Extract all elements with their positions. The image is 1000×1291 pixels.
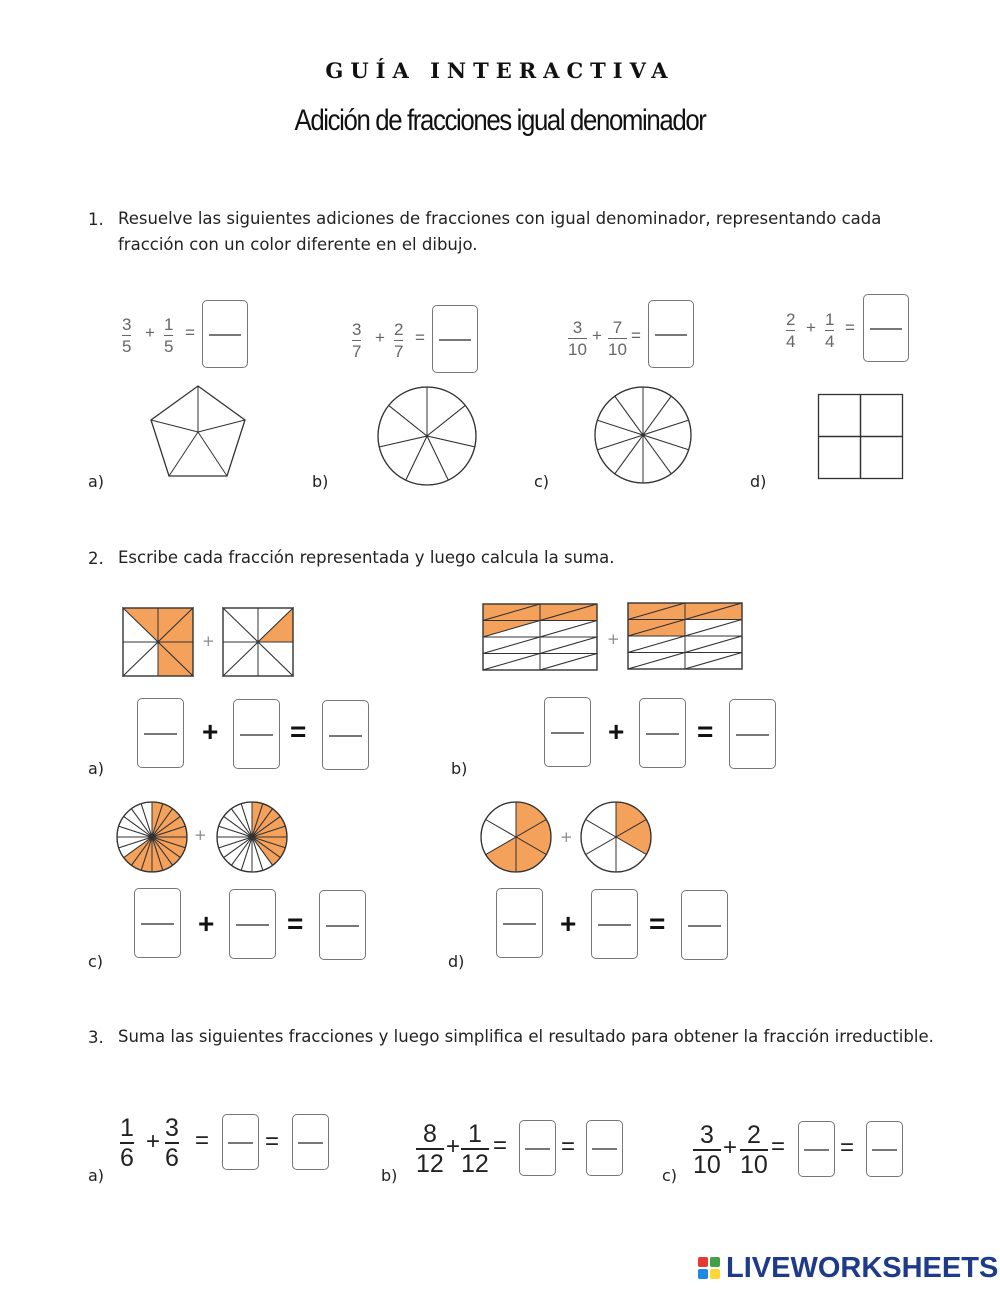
q3a-answer-box-2[interactable] xyxy=(292,1114,329,1170)
q2c-shape-plus: + xyxy=(194,826,207,844)
q2d-equals: = xyxy=(649,908,666,939)
q2c-right-circle xyxy=(216,801,288,873)
q3b-fraction-2: 1 12 xyxy=(461,1120,489,1178)
q3c-fraction-1: 3 10 xyxy=(693,1121,721,1179)
q3b-plus: + xyxy=(446,1133,461,1160)
q2b-label: b) xyxy=(451,759,468,778)
liveworksheets-logo-icon xyxy=(698,1257,720,1279)
question-2-text: Escribe cada fracción representada y luego calcula la suma. xyxy=(118,548,615,567)
q2d-shape-plus: + xyxy=(560,828,573,846)
q2a-answer-box-3[interactable] xyxy=(322,700,369,770)
q3c-label: c) xyxy=(662,1166,678,1185)
q1b-plus: + xyxy=(375,328,385,347)
q3c-answer-box-1[interactable] xyxy=(798,1121,835,1177)
q3b-label: b) xyxy=(381,1166,398,1185)
q1d-fraction-2: 1 4 xyxy=(825,310,835,351)
q2a-answer-box-2[interactable] xyxy=(233,699,280,769)
q2d-left-circle xyxy=(480,801,552,873)
q1a-equals: = xyxy=(185,323,195,342)
q2c-answer-box-3[interactable] xyxy=(319,890,366,960)
q2a-left-square xyxy=(122,607,194,677)
q3c-plus: + xyxy=(723,1134,738,1161)
q3a-equals: = xyxy=(195,1127,210,1154)
q3a-answer-box-1[interactable] xyxy=(222,1114,259,1170)
q3a-label: a) xyxy=(88,1166,105,1185)
q2b-left-grid xyxy=(482,603,598,671)
liveworksheets-brand[interactable]: LIVEWORKSHEETS xyxy=(726,1252,999,1284)
q1c-label: c) xyxy=(534,472,550,491)
q3c-equals: = xyxy=(771,1133,786,1160)
q2d-right-circle xyxy=(580,801,652,873)
guide-title: GUÍA INTERACTIVA xyxy=(325,58,675,83)
q3b-equals-2: = xyxy=(561,1133,576,1160)
question-3-number: 3. xyxy=(88,1028,104,1047)
q2a-plus: + xyxy=(202,716,219,747)
q1b-equals: = xyxy=(415,328,425,347)
q3a-fraction-2: 3 6 xyxy=(165,1114,179,1172)
q2d-answer-box-2[interactable] xyxy=(591,889,638,959)
q1c-circle-shape[interactable] xyxy=(594,386,692,484)
q3b-answer-box-1[interactable] xyxy=(519,1120,556,1176)
q2c-plus: + xyxy=(198,908,215,939)
q1a-fraction-1: 3 5 xyxy=(122,315,132,356)
q1d-equals: = xyxy=(845,318,855,337)
q1c-answer-box[interactable] xyxy=(648,300,694,368)
q2a-label: a) xyxy=(88,759,105,778)
q2b-answer-box-3[interactable] xyxy=(729,699,776,769)
q2a-right-square xyxy=(222,607,294,677)
q3b-answer-box-2[interactable] xyxy=(586,1120,623,1176)
q1d-plus: + xyxy=(806,318,816,337)
q1d-fraction-1: 2 4 xyxy=(786,310,796,351)
q2b-right-grid xyxy=(627,602,743,670)
q3a-equals-2: = xyxy=(265,1128,280,1155)
question-2-number: 2. xyxy=(88,549,104,568)
q1b-fraction-2: 2 7 xyxy=(394,320,404,361)
q1c-plus: + xyxy=(592,326,602,345)
q1b-fraction-1: 3 7 xyxy=(352,320,362,361)
q2c-answer-box-2[interactable] xyxy=(229,889,276,959)
q1c-equals: = xyxy=(631,326,641,345)
q1d-square-shape[interactable] xyxy=(818,394,903,479)
q2b-answer-box-1[interactable] xyxy=(544,697,591,767)
q3a-plus: + xyxy=(146,1128,161,1155)
q2b-answer-box-2[interactable] xyxy=(639,698,686,768)
q3b-fraction-1: 8 12 xyxy=(416,1120,444,1178)
q2a-answer-box-1[interactable] xyxy=(137,698,184,768)
q1a-answer-box[interactable] xyxy=(202,300,248,368)
q2b-equals: = xyxy=(697,716,714,747)
q3c-equals-2: = xyxy=(840,1134,855,1161)
q1a-fraction-2: 1 5 xyxy=(164,315,174,356)
q2b-plus: + xyxy=(608,716,625,747)
question-3-text: Suma las siguientes fracciones y luego simplifica el resultado para obtener la fracción irreductible. xyxy=(118,1027,934,1046)
q2a-equals: = xyxy=(290,716,307,747)
question-1-text: Resuelve las siguientes adiciones de fracciones con igual denominador, representando cada fracción con un color diferente en el dibujo. xyxy=(118,209,882,254)
q3c-fraction-2: 2 10 xyxy=(740,1121,768,1179)
q2c-equals: = xyxy=(287,908,304,939)
q2d-answer-box-3[interactable] xyxy=(681,890,728,960)
q1d-label: d) xyxy=(750,472,767,491)
q1b-answer-box[interactable] xyxy=(432,305,478,373)
q2a-shape-plus: + xyxy=(202,632,215,650)
q1a-plus: + xyxy=(145,323,155,342)
page-subtitle: Adición de fracciones igual denominador xyxy=(294,104,706,137)
q1b-label: b) xyxy=(312,472,329,491)
q1a-label: a) xyxy=(88,472,105,491)
q2c-left-circle xyxy=(116,801,188,873)
q2c-answer-box-1[interactable] xyxy=(134,888,181,958)
q2d-plus: + xyxy=(560,908,577,939)
q1c-fraction-1: 3 10 xyxy=(568,318,587,359)
q1d-answer-box[interactable] xyxy=(863,294,909,362)
q1b-circle-shape[interactable] xyxy=(377,386,477,486)
q2c-label: c) xyxy=(88,952,104,971)
q2d-label: d) xyxy=(448,952,465,971)
q2d-answer-box-1[interactable] xyxy=(496,888,543,958)
q1a-pentagon-shape[interactable] xyxy=(148,386,248,481)
q2b-shape-plus: + xyxy=(607,630,620,648)
question-1-number: 1. xyxy=(88,210,104,229)
q3c-answer-box-2[interactable] xyxy=(866,1121,903,1177)
q1c-fraction-2: 7 10 xyxy=(608,318,627,359)
q3b-equals: = xyxy=(493,1132,508,1159)
q3a-fraction-1: 1 6 xyxy=(120,1114,134,1172)
